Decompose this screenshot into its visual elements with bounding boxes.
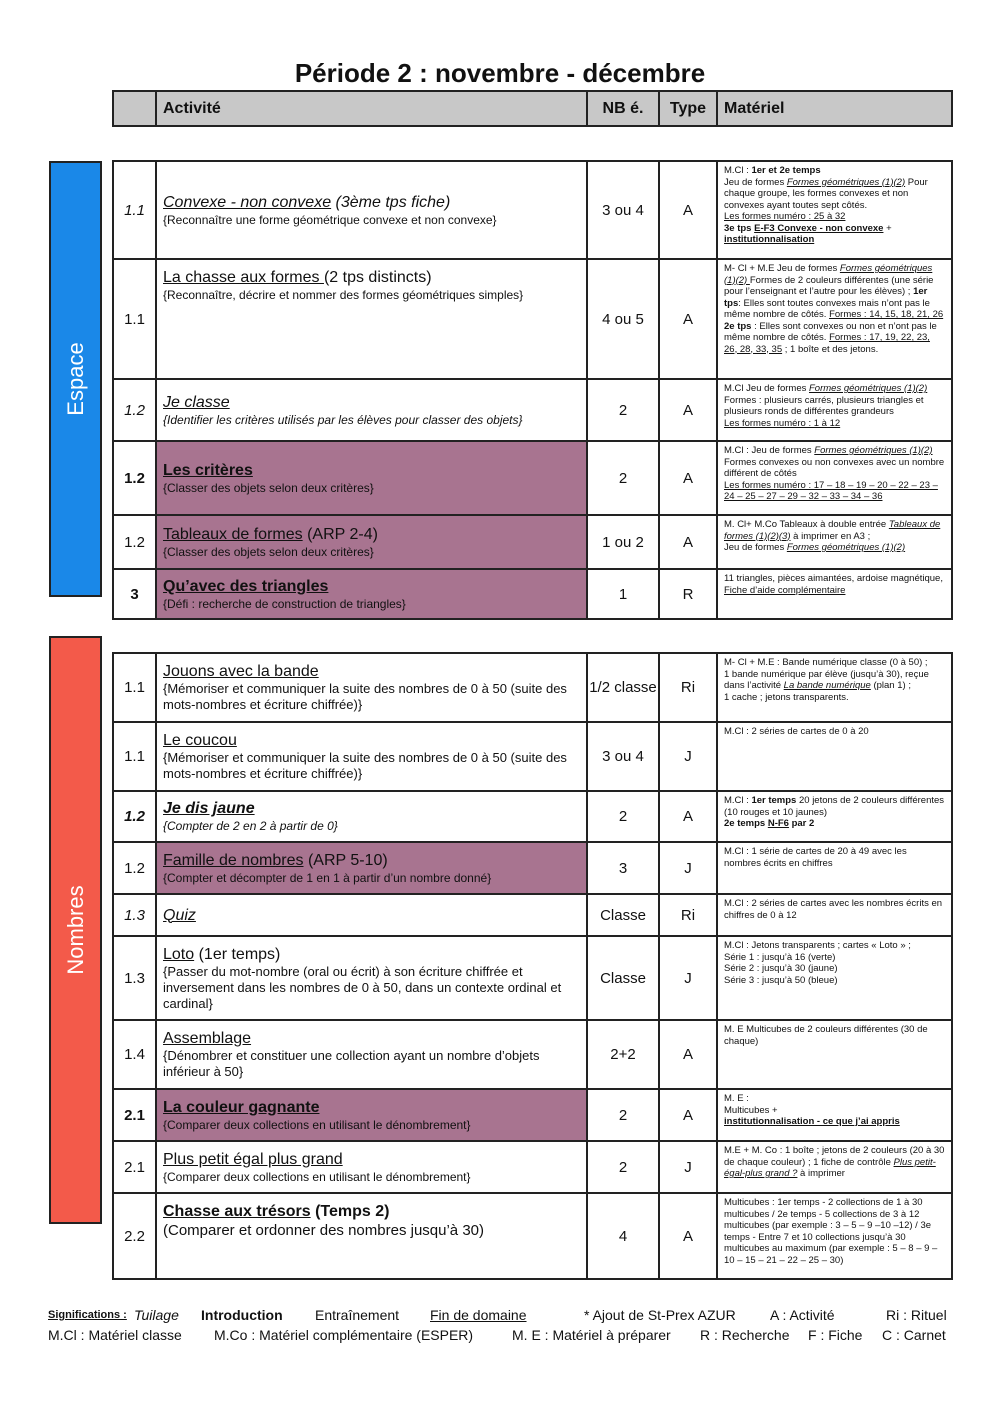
row-number: 1.4 [113,1020,156,1089]
row-number: 1.1 [113,653,156,722]
activity-objective: {Comparer deux collections en utilisant le dénombrement} [163,1117,471,1132]
mat-text: M.E + M. Co : 1 boîte ; jetons de 2 couleurs (20 à 30 de chaque couleur) ; 1 fiche de contrôle [724,1145,945,1168]
nb-cell: 2 [587,379,659,441]
type-cell: J [659,842,717,894]
type-cell: A [659,1020,717,1089]
type-cell: R [659,569,717,619]
mat-text: Série 3 : jusqu’à 50 (bleue) [724,974,838,986]
legend-mcl: M.Cl : Matériel classe [48,1327,182,1343]
activity-name: Convexe - non convexe [163,193,332,211]
activity-cell [156,1089,587,1141]
legend-introduction: Introduction [201,1307,283,1323]
activity-name: Plus petit égal plus grand [163,1150,343,1168]
nb-cell: 2 [587,441,659,515]
activity-name: Quiz [163,906,196,924]
materiel-cell [717,842,952,894]
header-nb: NB é. [587,91,659,126]
nb-cell: 2 [587,1089,659,1141]
table-row [113,791,952,842]
row-number: 1.2 [113,515,156,569]
activity-objective: {Mémoriser et communiquer la suite des nombres de 0 à 50 (suite des mots-nombres et écriture chiffrée)} [163,750,567,781]
type-cell: Ri [659,653,717,722]
mat-text: Les formes numéro : 1 à 12 [724,417,841,429]
activity-title [163,461,580,480]
table-row [113,722,952,791]
materiel-cell [717,569,952,619]
table-row [113,1089,952,1141]
activity-title [163,1029,580,1048]
activity-objective: (Comparer et ordonner des nombres jusqu’à 30) [163,1222,484,1239]
activity-cell [156,161,587,259]
nb-cell: 4 [587,1193,659,1279]
row-number: 1.3 [113,894,156,936]
section-espace-label: Espace [62,342,88,416]
mat-text: Formes convexes ou non convexes avec un nombre différent de côtés [724,456,945,479]
activity-name: Jouons avec la bande [163,663,319,680]
activity-title [163,1098,580,1117]
mat-text: : Elles sont convexes ou non et n’ont pas le même nombre de côtés. [724,320,937,343]
mat-text: M.Cl : Jetons transparents ; cartes « Loto » ; [724,940,911,951]
table-row [113,936,952,1020]
activity-title [163,525,580,544]
activity-objective: {Dénombrer et constituer une collection ayant un nombre d’objets inférieur à 50} [163,1048,540,1079]
type-cell: Ri [659,894,717,936]
activity-cell [156,1141,587,1193]
legend-recherche: R : Recherche [700,1327,790,1343]
mat-link[interactable]: Formes géométriques (1)(2) [814,445,933,456]
activity-objective: {Reconnaître, décrire et nommer des formes géométriques simples} [163,288,524,302]
activity-objective: {Reconnaître une forme géométrique convexe et non convexe} [163,212,497,227]
activity-name: Les critères [163,461,253,479]
activity-cell [156,722,587,791]
legend-entrainement: Entraînement [315,1307,400,1323]
nb-cell: Classe [587,936,659,1020]
activity-cell [156,936,587,1020]
mat-text: à imprimer [797,1168,845,1179]
activity-name: Je dis jaune [163,800,255,817]
mat-link[interactable]: institutionnalisation - ce que j’ai appris [724,1116,900,1127]
nb-cell: 2+2 [587,1020,659,1089]
activity-name: La chasse aux formes [163,269,324,286]
mat-link[interactable]: Plus petit-égal-plus grand ? [724,1156,936,1179]
nb-cell: 3 ou 4 [587,722,659,791]
activity-cell [156,842,587,894]
mat-text: ; 1 boîte et des jetons. [782,343,879,355]
activity-cell [156,653,587,722]
activity-note: (1er temps) [194,945,281,963]
nb-cell: 1 ou 2 [587,515,659,569]
type-cell: A [659,1193,717,1279]
row-number: 1.1 [113,161,156,259]
type-cell: A [659,259,717,379]
mat-link[interactable]: Tableaux de formes (1)(2)(3) [724,519,941,542]
nb-cell: 2 [587,791,659,842]
activity-name: Tableaux de formes [163,525,303,543]
activity-objective: {Identifier les critères utilisés par les élèves pour classer des objets} [163,412,523,427]
mat-text: Série 2 : jusqu’à 30 (jaune) [724,963,838,974]
nombres-table [112,652,953,1280]
activity-name: Le coucou [163,732,237,749]
row-number: 1.2 [113,441,156,515]
legend [48,1307,953,1347]
mat-link[interactable]: La bande numérique [783,680,871,691]
header-table [112,90,953,127]
mat-text: M.Cl : [724,165,752,176]
mat-text: (plan 1) ; [870,680,911,691]
mat-text: 3e tps [724,222,755,234]
activity-objective: {Compter de 2 en 2 à partir de 0} [163,819,338,833]
activity-title [163,393,580,412]
mat-text: Multicubes + [724,1104,778,1116]
activity-cell [156,894,587,936]
materiel-cell [717,1020,952,1089]
materiel-cell [717,1193,952,1279]
mat-text: 2e temps [724,818,768,829]
mat-text: 1 bande numérique par élève (jusqu’à 30), reçue dans l’activité [724,668,929,691]
activity-note: (3ème tps fiche) [331,193,451,211]
activity-name: Assemblage [163,1030,252,1047]
mat-text: + [883,222,892,234]
activity-objective: {Défi : recherche de construction de triangles} [163,596,406,611]
activity-name: Loto [163,945,195,963]
legend-me: M. E : Matériel à préparer [512,1327,671,1343]
activity-name: Qu’avec des triangles [163,577,329,595]
mat-text: 11 triangles, pièces aimantées, ardoise magnétique, [724,573,943,584]
mat-text: Pour chaque groupe, les formes convexes et non convexes ayant toutes sept côtés. [724,176,928,211]
legend-fin: Fin de domaine [430,1307,527,1323]
activity-objective: {Classer des objets selon deux critères} [163,480,374,495]
activity-name: Je classe [163,393,230,411]
type-cell: A [659,1089,717,1141]
header-activite: Activité [156,91,587,126]
mat-link[interactable]: institutionnalisation [724,234,815,245]
mat-text: M- Cl + M.E : Bande numérique classe (0 à 50) ; [724,657,928,668]
mat-text: Formes : 17, 19, 22, 23, 26, 28, 33, 35 [724,332,930,355]
section-espace [49,161,102,597]
nb-cell: 3 ou 4 [587,161,659,259]
activity-cell [156,515,587,569]
type-cell: A [659,791,717,842]
activity-name: Famille de nombres [163,851,304,869]
activity-note: (ARP 2-4) [302,525,378,543]
materiel-cell [717,161,952,259]
activity-cell [156,379,587,441]
row-number: 2.1 [113,1089,156,1141]
table-row [113,515,952,569]
type-cell: A [659,161,717,259]
activity-cell [156,791,587,842]
materiel-cell [717,894,952,936]
mat-text: M. E Multicubes de 2 couleurs différentes (30 de chaque) [724,1024,928,1047]
mat-text: Formes de 2 couleurs différentes (une série pour l’enseignant et l’autre pour les élèves) ; [724,274,934,297]
mat-text: 1er et 2e temps [751,165,821,176]
mat-link[interactable]: Formes géométriques (1)(2) [786,176,906,188]
espace-table [112,160,953,620]
type-cell: A [659,441,717,515]
mat-text: Série 1 : jusqu’à 16 (verte) [724,951,836,963]
materiel-cell [717,1089,952,1141]
activity-title [163,193,580,212]
header-materiel: Matériel [717,91,952,126]
materiel-cell [717,379,952,441]
materiel-cell [717,791,952,842]
activity-objective: {Comparer deux collections en utilisant le dénombrement} [163,1169,471,1184]
activity-title [163,1202,580,1221]
type-cell: J [659,722,717,791]
row-number: 1.2 [113,379,156,441]
mat-link[interactable]: E-F3 Convexe - non convexe [754,222,884,234]
activity-cell [156,1193,587,1279]
mat-text: Jeu de formes [724,542,787,553]
materiel-cell [717,936,952,1020]
mat-text: Formes : 14, 15, 18, 21, 26 [829,309,944,320]
nb-cell: 2 [587,1141,659,1193]
mat-text: à imprimer en A3 ; [790,530,871,542]
mat-text: 2e tps [724,320,752,332]
nb-cell: 3 [587,842,659,894]
activity-cell [156,569,587,619]
nb-cell: 4 ou 5 [587,259,659,379]
legend-activite: A : Activité [770,1307,835,1323]
activity-name: La couleur gagnante [163,1098,320,1116]
table-row [113,569,952,619]
type-cell: A [659,379,717,441]
mat-text: M. E : [724,1093,749,1104]
page-title: Période 2 : novembre - décembre [294,58,706,88]
mat-text: M.Cl Jeu de formes [724,383,809,394]
activity-title [163,268,580,287]
activity-title [163,1150,580,1169]
row-number: 1.1 [113,722,156,791]
header-type: Type [659,91,717,126]
row-number: 1.2 [113,842,156,894]
type-cell: J [659,1141,717,1193]
activity-objective: {Mémoriser et communiquer la suite des nombres de 0 à 50 (suite des mots-nombres et écriture chiffrée)} [163,681,567,712]
nb-cell: 1 [587,569,659,619]
table-row [113,842,952,894]
row-number: 2.2 [113,1193,156,1279]
materiel-cell [717,1141,952,1193]
table-row [113,1020,952,1089]
mat-text: M- Cl + M.E Jeu de formes [724,263,840,274]
materiel-cell [717,722,952,791]
mat-text: 1er temps [751,795,797,806]
activity-cell [156,441,587,515]
mat-text: M.Cl : 1 série de cartes de 20 à 49 avec les nombres écrits en chiffres [724,846,907,869]
legend-mco: M.Co : Matériel complémentaire (ESPER) [214,1327,474,1343]
mat-link[interactable]: Formes géométriques (1)(2) [809,383,928,394]
mat-text: M.Cl : 2 séries de cartes avec les nombres écrits en chiffres de 0 à 12 [724,898,943,921]
row-number: 2.1 [113,1141,156,1193]
table-row [113,161,952,259]
mat-text: M.Cl : [724,795,752,806]
type-cell: J [659,936,717,1020]
legend-ajout: * Ajout de St-Prex AZUR [584,1307,736,1323]
table-row [113,1193,952,1279]
mat-text: M. Cl+ M.Co Tableaux à double entrée [724,519,889,530]
mat-text: : Elles sont toutes convexes mais n’ont pas le même nombre de côtés. [724,297,930,320]
activity-title [163,799,580,818]
mat-text: Les formes numéro : 25 à 32 [724,211,846,222]
activity-title [163,577,580,596]
mat-text: par 2 [788,818,815,829]
mat-text: Formes : plusieurs carrés, plusieurs triangles et plusieurs ronds de différentes grandeurs [724,394,924,417]
mat-link[interactable]: Formes géométriques (1)(2) [786,542,906,553]
activity-title [163,731,580,750]
activity-cell [156,259,587,379]
activity-name: Chasse aux trésors [163,1203,311,1220]
nb-cell: 1/2 classe [587,653,659,722]
section-nombres-label: Nombres [62,885,88,975]
row-number: 1.3 [113,936,156,1020]
activity-note: (2 tps distincts) [323,269,432,286]
activity-cell [156,1020,587,1089]
activity-objective: {Compter et décompter de 1 en 1 à partir d’un nombre donné} [163,870,492,885]
table-row [113,653,952,722]
legend-tuilage: Tuilage [134,1307,179,1323]
table-row [113,259,952,379]
mat-link[interactable]: Fiche d’aide complémentaire [724,584,846,596]
mat-text: Jeu de formes [724,176,787,188]
mat-link[interactable]: N-F6 [767,818,789,829]
mat-link[interactable]: Formes géométriques (1)(2) [724,263,933,286]
legend-rituel: Ri : Rituel [886,1307,947,1323]
activity-objective: {Passer du mot-nombre (oral ou écrit) à son écriture chiffrée et inversement dans les nombres de 0 à 50, dans un contexte ordinal et cardinal} [163,963,562,1011]
header-blank [113,91,156,126]
activity-note: (ARP 5-10) [303,851,388,869]
type-cell: A [659,515,717,569]
legend-significations: Significations : [48,1309,127,1321]
mat-text: M.Cl : 2 séries de cartes de 0 à 20 [724,726,869,737]
activity-title [163,662,580,681]
row-number: 1.1 [113,259,156,379]
materiel-cell [717,259,952,379]
table-row [113,379,952,441]
legend-carnet: C : Carnet [882,1327,946,1343]
row-number: 1.2 [113,791,156,842]
table-row [113,894,952,936]
row-number: 3 [113,569,156,619]
activity-objective: {Classer des objets selon deux critères} [163,544,374,559]
mat-text: Multicubes : 1er temps - 2 collections de 1 à 30 multicubes / 2e temps - 5 collections de 3 à 12 multicubes (par exemple : 3 – 5 – 9 –10 –12) / 3e temps - Entre 7 et 10 collections jusqu’à 30 multicubes au maximum (par exemple : 5 – 8 – 9 – 10 – 15 – 21 – 22 – 25 – 30) [724,1197,938,1266]
table-row [113,441,952,515]
mat-text: M.Cl : Jeu de formes [724,445,815,456]
materiel-cell [717,653,952,722]
mat-text: Les formes numéro : 17 – 18 – 19 – 20 – 22 – 23 – 24 – 25 – 27 – 29 – 32 – 33 – 34 – 36 [724,479,938,502]
materiel-cell [717,441,952,515]
activity-note: (Temps 2) [310,1203,390,1220]
materiel-cell [717,515,952,569]
mat-text: 1er tps [724,286,928,309]
section-nombres [49,636,102,1224]
nb-cell: Classe [587,894,659,936]
legend-fiche: F : Fiche [808,1327,863,1343]
mat-text: 1 cache ; jetons transparents. [724,691,849,703]
table-row [113,1141,952,1193]
activity-title [163,906,580,925]
activity-title [163,945,580,964]
activity-title [163,851,580,870]
mat-text: 20 jetons de 2 couleurs différentes (10 rouges et 10 jaunes) [724,795,945,818]
